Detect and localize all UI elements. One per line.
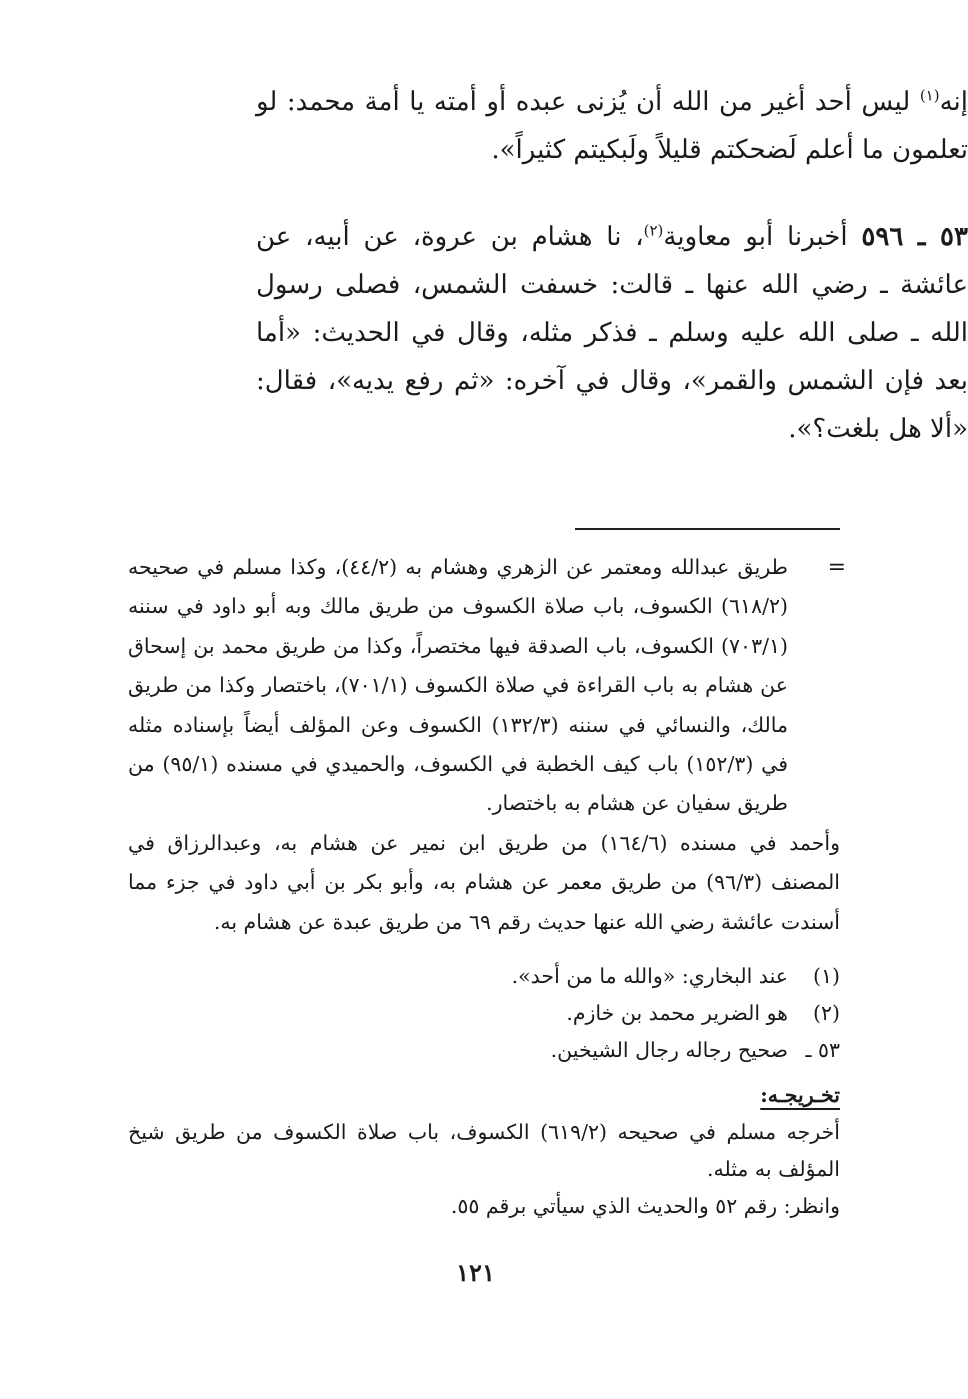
takhrij-heading: تخـريجـه: <box>760 1083 840 1107</box>
hadith-paragraph-end <box>256 78 968 174</box>
footnote-number: (١) <box>812 964 840 988</box>
footnote-continuation <box>128 548 846 942</box>
page-number: ١٢١ <box>456 1258 495 1287</box>
takhrij-see-also: وانظر: رقم ٥٢ والحديث الذي سيأتي برقم ٥٥. <box>450 1194 840 1218</box>
para1-start: إنه <box>939 87 968 117</box>
para2-start: أخبرنا أبو معاوية <box>663 222 862 252</box>
footnote-text: صحيح رجاله رجال الشيخين. <box>550 1038 788 1062</box>
para1-rest: ليس أحد أغير من الله أن يُزنى عبده أو أمته يا أمة محمد: لو تعلمون ما أعلم لَضحكتم قليلاً ولَبكيتم كثيراً». <box>256 87 968 165</box>
footnote-item <box>128 958 840 995</box>
footnote-text: هو الضرير محمد بن خازم. <box>566 1001 788 1025</box>
para2-rest: ، نا هشام بن عروة، عن أبيه، عن عائشة ـ رضي الله عنها ـ قالت: خسفت الشمس، فصلى رسول الله ـ صلى الله عليه وسلم ـ فذكر مثله، وقال في الحديث: «أما بعد فإن الشمس والقمر»، وقال في آخره: «ثم رفع يديه»، فقال: «ألا هل بلغت؟». <box>256 222 968 444</box>
hadith-paragraph <box>256 213 968 453</box>
continuation-mark: = <box>827 555 846 580</box>
takhrij-section <box>128 1077 840 1225</box>
footnote-item <box>128 995 840 1032</box>
footnote-number: (٢) <box>812 1001 840 1025</box>
footnote-text: عند البخاري: «والله ما من أحد». <box>511 964 788 988</box>
footnote-ref-1: (١) <box>919 86 940 105</box>
footnote-item <box>128 1032 840 1069</box>
hadith-number: ٥٣ ـ ٥٩٦ <box>861 222 968 252</box>
footnote-ref-2: (٢) <box>643 221 664 240</box>
continuation-text: طريق عبدالله ومعتمر عن الزهري وهشام به (٤٤/٢)، وكذا مسلم في صحيحه (٦١٨/٢) الكسوف، باب صلاة الكسوف من طريق مالك وبه أبو داود في سننه (٧٠٣/١) الكسوف، باب الصدقة فيها مختصراً، وكذا من طريق محمد بن إسحاق عن هشام به باب القراءة في صلاة الكسوف (٧٠١/١)، باختصار وكذا من طريق مالك، والنسائي في سننه (١٣٢/٣) الكسوف وعن المؤلف أيضاً بإسناده مثله في (١٥٢/٣) باب كيف الخطبة في الكسوف، والحميدي في مسنده (٩٥/١) من طريق سفيان عن هشام به باختصار. <box>128 555 789 816</box>
footnote-divider <box>575 528 840 530</box>
footnote-list <box>128 958 840 1069</box>
footnote-number: ٥٣ ـ <box>805 1038 840 1062</box>
continuation-text-2: وأحمد في مسنده (١٦٤/٦) من طريق ابن نمير عن هشام به، وعبدالرزاق في المصنف (٩٦/٣) من طريق معمر عن هشام به، وأبو بكر بن أبي داود في جزء مما أسندت عائشة رضي الله عنها حديث رقم ٦٩ من طريق عبدة عن هشام به. <box>128 830 840 934</box>
takhrij-text: أخرجه مسلم في صحيحه (٦١٩/٢) الكسوف، باب صلاة الكسوف من طريق شيخ المؤلف به مثله. <box>128 1120 840 1181</box>
